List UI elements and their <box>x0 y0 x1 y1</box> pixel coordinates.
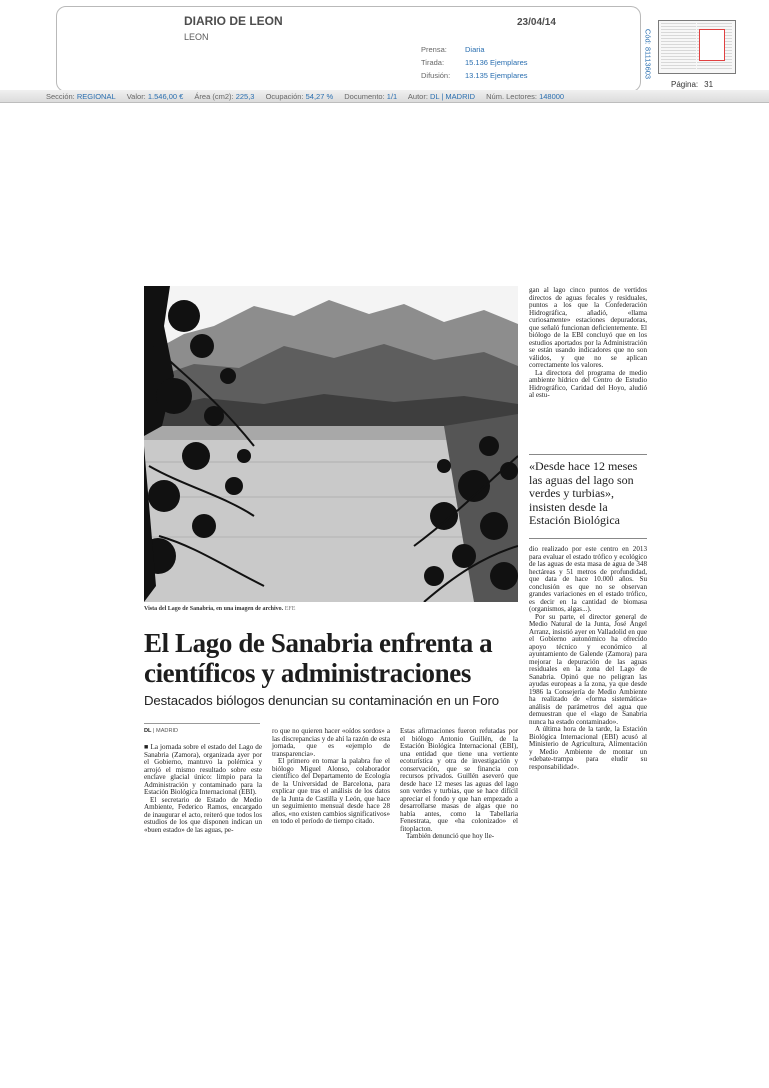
info-label: Autor: <box>407 92 428 101</box>
info-value: 148000 <box>539 92 565 101</box>
tirada-label: Tirada: <box>421 58 445 67</box>
article-column-3 <box>400 728 518 841</box>
publication-date: 23/04/14 <box>517 17 556 28</box>
byline-place: | MADRID <box>153 728 179 734</box>
thumbnail-article-highlight <box>699 29 725 61</box>
clipping-header <box>56 6 641 92</box>
byline-agency: DL <box>144 728 152 734</box>
publication-city: LEON <box>184 32 209 42</box>
photo-credit: EFE <box>284 606 296 612</box>
info-value: 1.546,00 € <box>147 92 184 101</box>
info-label: Documento: <box>344 92 385 101</box>
info-label: Ocupación: <box>265 92 304 101</box>
info-label: Núm. Lectores: <box>486 92 537 101</box>
info-documento <box>344 92 397 101</box>
info-label: Área (cm2): <box>194 92 234 101</box>
prensa-label: Prensa: <box>421 45 447 54</box>
paragraph: A última hora de la tarde, la Estación Biológica Internacional (EBI) acusó al Ministerio de Agricultura, Alimentación y Medio Ambiente de montar un «debate-trampa para eludir su responsabilidad». <box>529 725 647 771</box>
article-column-4-top <box>529 287 647 400</box>
pull-quote-rule-bottom <box>529 538 647 539</box>
info-area <box>194 92 254 101</box>
pull-quote: «Desde hace 12 meses las aguas del lago son verdes y turbias», insisten desde la Estación Biológica <box>529 459 638 527</box>
info-autor <box>408 92 475 101</box>
prensa-value: Diaria <box>465 45 485 54</box>
difusion-value: 13.135 Ejemplares <box>465 71 528 80</box>
tirada-value: 15.136 Ejemplares <box>465 58 528 67</box>
byline-rule <box>144 723 260 724</box>
paragraph: gan al lago cinco puntos de vertidos directos de aguas fecales y residuales, puntos a los que la Confederación Hidrográfica, añadió, «llama curiosamente» estaciones depuradoras, que señaló funcionan deficientemente. El biólogo de la EBI concluyó que en los estudios aportados por la Administración se están usando indicadores que no son válidos, y que no se aplican correctamente los valores. <box>529 286 647 369</box>
paragraph: ro que no quieren hacer «oídos sordos» a las discrepancias y de ahí la razón de esta jornada, que es «ejemplo de transparencia». <box>272 727 390 758</box>
article-column-1 <box>144 744 262 834</box>
paragraph: La directora del programa de medio ambiente hídrico del Centro de Estudio Hidrográfico, Caridad del Hoyo, aludió al estu- <box>529 368 647 399</box>
difusion-label: Difusión: <box>421 71 451 80</box>
article-subhead: Destacados biólogos denuncian su contaminación en un Foro <box>144 693 499 708</box>
info-lectores <box>486 92 564 101</box>
article-column-4-bottom <box>529 546 647 771</box>
paragraph: También denunció que hoy lle- <box>406 832 495 840</box>
photo-caption <box>144 606 295 612</box>
clipping-code <box>641 18 655 90</box>
publication-name: DIARIO DE LEON <box>184 14 283 28</box>
info-label: Valor: <box>126 92 146 101</box>
distribution-meta <box>421 43 528 82</box>
article-column-2 <box>272 728 390 826</box>
info-value: 1/1 <box>386 92 398 101</box>
info-value: 225,3 <box>235 92 255 101</box>
pull-quote-rule-top <box>529 454 647 455</box>
paragraph: El secretario de Estado de Medio Ambiente, Federico Ramos, encargado de inaugurar el acto, reiteró que todos los estudios de los que disponen indican un «buen estado» de las aguas, pe- <box>144 795 262 834</box>
lake-photo <box>144 286 518 602</box>
photo-caption-text: Vista del Lago de Sanabria, en una imagen de archivo. <box>144 606 284 612</box>
page-number-value: 31 <box>704 80 714 89</box>
info-ocupacion <box>266 92 334 101</box>
paragraph: Estas afirmaciones fueron refutadas por el biólogo Antonio Guillén, de la Estación Biológica Internacional (EBI), una entidad que tiene una vertiente ecoturística y otra de investigación y conservación, que se financia con recursos privados. Guillén aseveró que desde hace 12 meses las aguas del lago son verdes y turbias, que se hace difícil apreciar el fondo y que han empezado a desarrollarse masas de algas que no había antes, como la Tabellaria Fenestrata, que «ha colonizado» el fitoplacton. <box>400 727 518 833</box>
lake-photo-illustration <box>144 286 518 602</box>
clipping-code-text: Cód: 81113603 <box>643 28 653 80</box>
paragraph: El primero en tomar la palabra fue el biólogo Miguel Alonso, colaborador científico del Departamento de Ecología de la Universidad de Barcelona, para explicar que tras el análisis de los datos de la Junta de Castilla y León, que hace un seguimiento mensual desde hace 28 años, «no existen cambios significativos» en todo el período de tiempo citado. <box>272 757 391 825</box>
info-seccion <box>46 92 116 101</box>
page-number <box>671 80 713 89</box>
paragraph: Por su parte, el director general de Medio Natural de la Junta, José Ángel Arranz, insistió ayer en Valladolid en que el Gobierno autonómico ha ofrecido apoyo técnico y económico al ayuntamiento de Galende (Zamora) para mejorar la depuración de las aguas residuales en la zona del Lago de Sanabria. Opinó que no peligran las ayudas europeas a la zona, ya que desde 1986 la Consejería de Medio Ambiente ha realizado de «forma sistemática» análisis de parámetros del agua que demuestran que el «lago de Sanabria nunca ha estado contaminado». <box>529 612 647 726</box>
clipping-info-bar <box>0 90 769 103</box>
article-headline: El Lago de Sanabria enfrenta a científicos y administraciones <box>144 628 493 688</box>
info-valor <box>127 92 184 101</box>
info-value: REGIONAL <box>76 92 116 101</box>
article-byline <box>144 728 178 734</box>
thumbnail-left-page <box>661 23 696 69</box>
paragraph: dio realizado por este centro en 2013 para evaluar el estado trófico y ecológico de las aguas de esta masa de agua de 348 hectáreas y 51 metros de profundidad, que data de hace 10.000 años. Su conclusión es que no se observan grandes variaciones en el estado trófico, es decir en la cantidad de biomasa (organismos, algas...). <box>529 545 647 613</box>
page-thumbnail[interactable] <box>658 20 736 74</box>
paragraph: ■ La jornada sobre el estado del Lago de Sanabria (Zamora), organizada ayer por el Gobierno, mantuvo la polémica y arrojó el mismo resultado sobre este enclave glacial único: limpio para la Administración y contaminado para la Estación Biológica Internacional (EBI). <box>144 743 262 796</box>
info-value: DL | MADRID <box>430 92 476 101</box>
info-label: Sección: <box>46 92 75 101</box>
page-number-label: Página: <box>671 80 699 89</box>
info-value: 54,27 % <box>305 92 334 101</box>
